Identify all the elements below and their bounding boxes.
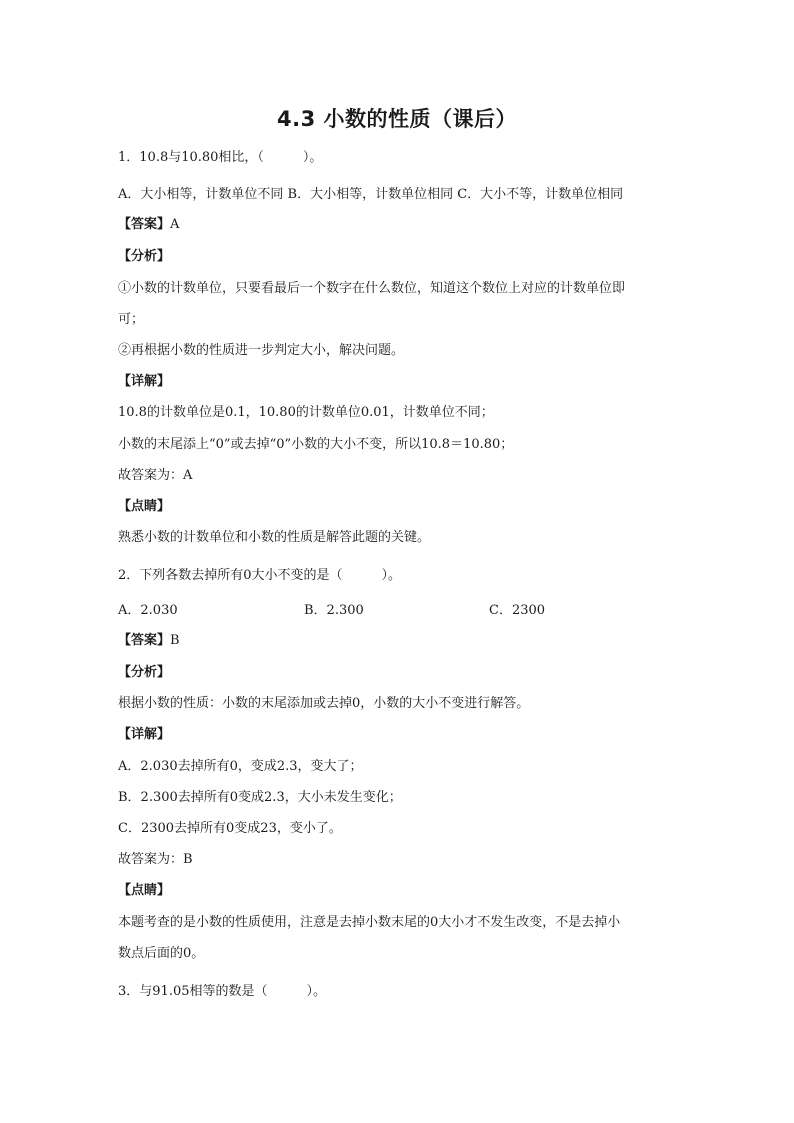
question-1-detail-line-2: 小数的末尾添上“0”或去掉“0”小数的大小不变，所以10.8＝10.80； [118, 437, 514, 452]
question-1-analysis-line-1b: 可； [118, 312, 145, 327]
question-2-detail-label: 【详解】 [118, 727, 171, 742]
question-2-analysis: 根据小数的性质：小数的末尾添加或去掉0，小数的大小不变进行解答。 [118, 696, 530, 711]
question-2-text: 2．下列各数去掉所有0大小不变的是（ ）。 [118, 568, 402, 583]
question-1-analysis-line-2: ②再根据小数的性质进一步判定大小，解决问题。 [118, 343, 405, 358]
question-2-detail-line-4: 故答案为：B [118, 852, 193, 867]
question-1-detail-line-3: 故答案为：A [118, 468, 193, 483]
question-2-analysis-label: 【分析】 [118, 665, 171, 680]
question-2-detail-line-2: B．2.300去掉所有0变成2.3，大小未发生变化； [118, 790, 402, 805]
answer-value: A [170, 217, 180, 232]
question-1-analysis-label: 【分析】 [118, 249, 171, 264]
question-2-comment-line-2: 数点后面的0。 [118, 946, 205, 961]
question-1-text: 1．10.8与10.80相比，（ ）。 [118, 150, 323, 165]
answer-label: 【答案】 [118, 633, 171, 648]
question-2-answer [118, 632, 180, 650]
question-2-option-a: A．2.030 [118, 603, 178, 618]
question-1-answer [118, 216, 179, 234]
question-1-detail-line-1: 10.8的计数单位是0.1，10.80的计数单位0.01，计数单位不同； [118, 405, 494, 420]
question-1-comment: 熟悉小数的计数单位和小数的性质是解答此题的关键。 [118, 530, 431, 545]
question-2-detail-line-1: A．2.030去掉所有0，变成2.3，变大了； [118, 759, 363, 774]
question-1-options: A．大小相等，计数单位不同 B．大小相等，计数单位相同 C．大小不等，计数单位相同 [118, 187, 624, 202]
question-2-detail-line-3: C．2300去掉所有0变成23，变小了。 [118, 821, 342, 836]
question-1-comment-label: 【点睛】 [118, 499, 171, 514]
question-2-option-c: C．2300 [489, 603, 546, 618]
question-3-text: 3．与91.05相等的数是（ ）。 [118, 984, 326, 999]
question-1-detail-label: 【详解】 [118, 374, 171, 389]
question-2-comment-line-1: 本题考查的是小数的性质使用，注意是去掉小数末尾的0大小才不发生改变，不是去掉小 [118, 915, 621, 930]
question-2-option-b: B．2.300 [304, 603, 364, 618]
answer-label: 【答案】 [118, 217, 171, 232]
question-2-comment-label: 【点睛】 [118, 883, 171, 898]
question-1-analysis-line-1: ①小数的计数单位，只要看最后一个数字在什么数位，知道这个数位上对应的计数单位即 [118, 281, 626, 296]
answer-value: B [170, 633, 180, 648]
page-title: 4.3 小数的性质（课后） [276, 107, 517, 131]
